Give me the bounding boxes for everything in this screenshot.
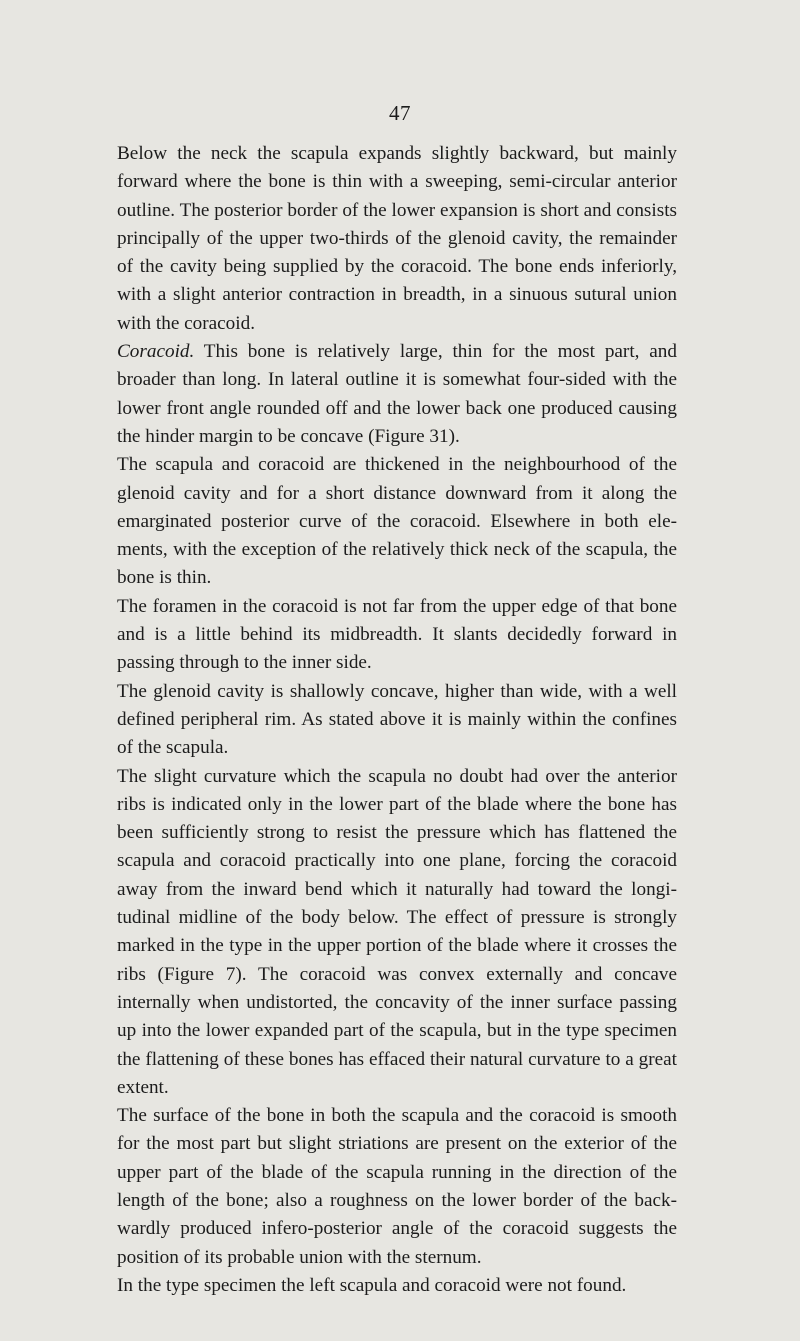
paragraph-curvature (117, 763, 677, 1103)
paragraph-text: The foramen in the coracoid is not far from the upper edge of that bone and is a little behind its midbreadth. It slants decidedly forward in passing through to the inner side. (117, 595, 677, 674)
paragraph-surface (117, 1102, 677, 1272)
paragraph-text: The glenoid cavity is shallowly concave, higher than wide, with a well defined peripheral rim. As stated above it is mainly within the confines of the scapula. (117, 680, 677, 759)
section-heading-coracoid: Coracoid. (117, 341, 195, 363)
paragraph-thickening (117, 451, 677, 592)
body-text (117, 140, 677, 1300)
paragraph-coracoid (117, 338, 677, 451)
paragraph-text: This bone is relatively large, thin for the most part, and broader than long. In lateral outline it is somewhat four-sided with the lower front angle rounded off and the lower back one produced causing the hinder margin to be concave (Figure 31). (117, 341, 677, 447)
paragraph-glenoid-cavity (117, 678, 677, 763)
paragraph-scapula-expansion (117, 140, 677, 338)
paragraph-text: Below the neck the scapula expands slightly backward, but mainly forward where the bone is thin with a sweeping, semi-circular anterior outline. The posterior border of the lower expansion is short and consists principally of the upper two-thirds of the glenoid cavity, the remainder of the cavity being supplied by the coracoid. The bone ends inferiorly, with a slight anterior contraction in breadth, in a sinuous sutural union with the coracoid. (117, 143, 677, 334)
paragraph-text: The slight curvature which the scapula no doubt had over the anterior ribs is indicated only in the lower part of the blade where the bone has been sufficiently strong to resist the pressure which has flattened the scapula and coracoid practically into one plane, forcing the coracoid away from the inward bend which it naturally had toward the longi-tudinal midline of the body below. The effect of pressure is strongly marked in the type in the upper portion of the blade where it crosses the ribs (Figure 7). The coracoid was convex externally and concave internally when undistorted, the concavity of the inner surface passing up into the lower expanded part of the scapula, but in the type specimen the flattening of these bones has effaced their natural curvature to a great extent. (117, 765, 677, 1098)
page-number: 47 (389, 101, 411, 125)
paragraph-foramen (117, 593, 677, 678)
paragraph-text: The surface of the bone in both the scapula and the coracoid is smooth for the most part but slight striations are present on the exterior of the upper part of the blade of the scapula running in the direction of the length of the bone; also a roughness on the lower border of the back-wardly produced infero-posterior angle of the coracoid suggests the position of its probable union with the sternum. (117, 1105, 677, 1268)
paragraph-text: In the type specimen the left scapula and coracoid were not found. (117, 1274, 627, 1296)
paragraph-text: The scapula and coracoid are thickened in the neighbourhood of the glenoid cavity and for a short distance downward from it along the emarginated posterior curve of the coracoid. Elsewhere in both ele-ments, with the exception of the relatively thick neck of the scapula, the bone is thin. (117, 454, 677, 589)
paragraph-left-scapula (117, 1272, 677, 1300)
